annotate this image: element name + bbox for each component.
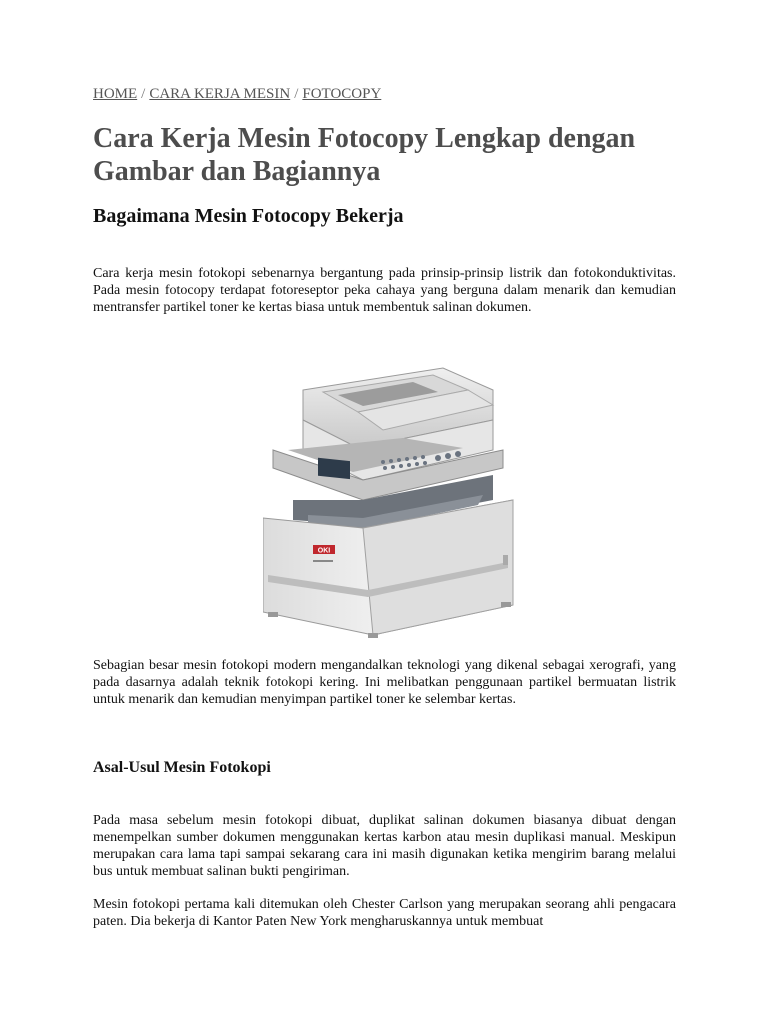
breadcrumb-category-link[interactable]: CARA KERJA MESIN	[149, 86, 291, 102]
section-subtitle: Bagaimana Mesin Fotocopy Bekerja	[93, 205, 404, 227]
oki-logo-text: OKI	[317, 547, 331, 555]
breadcrumb-separator: /	[294, 86, 299, 102]
paragraph-carlson: Mesin fotokopi pertama kali ditemukan oleh Chester Carlson yang merupakan seorang ahli pengacara paten. Dia bekerja di Kantor Paten New York mengharuskannya untuk membuat	[93, 897, 676, 929]
breadcrumb-home-link[interactable]: HOME	[93, 86, 138, 102]
breadcrumb-separator: /	[141, 86, 146, 102]
section-heading: Asal-Usul Mesin Fotokopi	[93, 759, 271, 776]
breadcrumb	[93, 86, 381, 103]
paragraph-history: Pada masa sebelum mesin fotokopi dibuat, duplikat salinan dokumen biasanya dibuat dengan menempelkan sumber dokumen menggunakan kertas karbon atau mesin duplikasi manual. Meskipun merupakan cara lama tapi sampai sekarang cara ini masih digunakan ketika mengirim barang melalui bus untuk membuat salinan bukti pengiriman.	[93, 813, 676, 879]
page-title: Cara Kerja Mesin Fotocopy Lengkap dengan Gambar dan Bagiannya	[93, 123, 636, 187]
photocopier-image	[263, 350, 523, 642]
paragraph-intro: Cara kerja mesin fotokopi sebenarnya bergantung pada prinsip-prinsip listrik dan fotokonduktivitas. Pada mesin fotocopy terdapat fotoreseptor peka cahaya yang berguna dalam menarik dan kemudian mentransfer partikel toner ke kertas biasa untuk membentuk salinan dokumen.	[93, 266, 676, 315]
breadcrumb-current-link[interactable]: FOTOCOPY	[302, 86, 382, 102]
paragraph-xerografi: Sebagian besar mesin fotokopi modern mengandalkan teknologi yang dikenal sebagai xerografi, yang pada dasarnya adalah teknik fotokopi kering. Ini melibatkan penggunaan partikel bermuatan listrik untuk menarik dan kemudian menyimpan partikel toner ke selembar kertas.	[93, 658, 676, 707]
photocopier-illustration	[263, 350, 523, 642]
